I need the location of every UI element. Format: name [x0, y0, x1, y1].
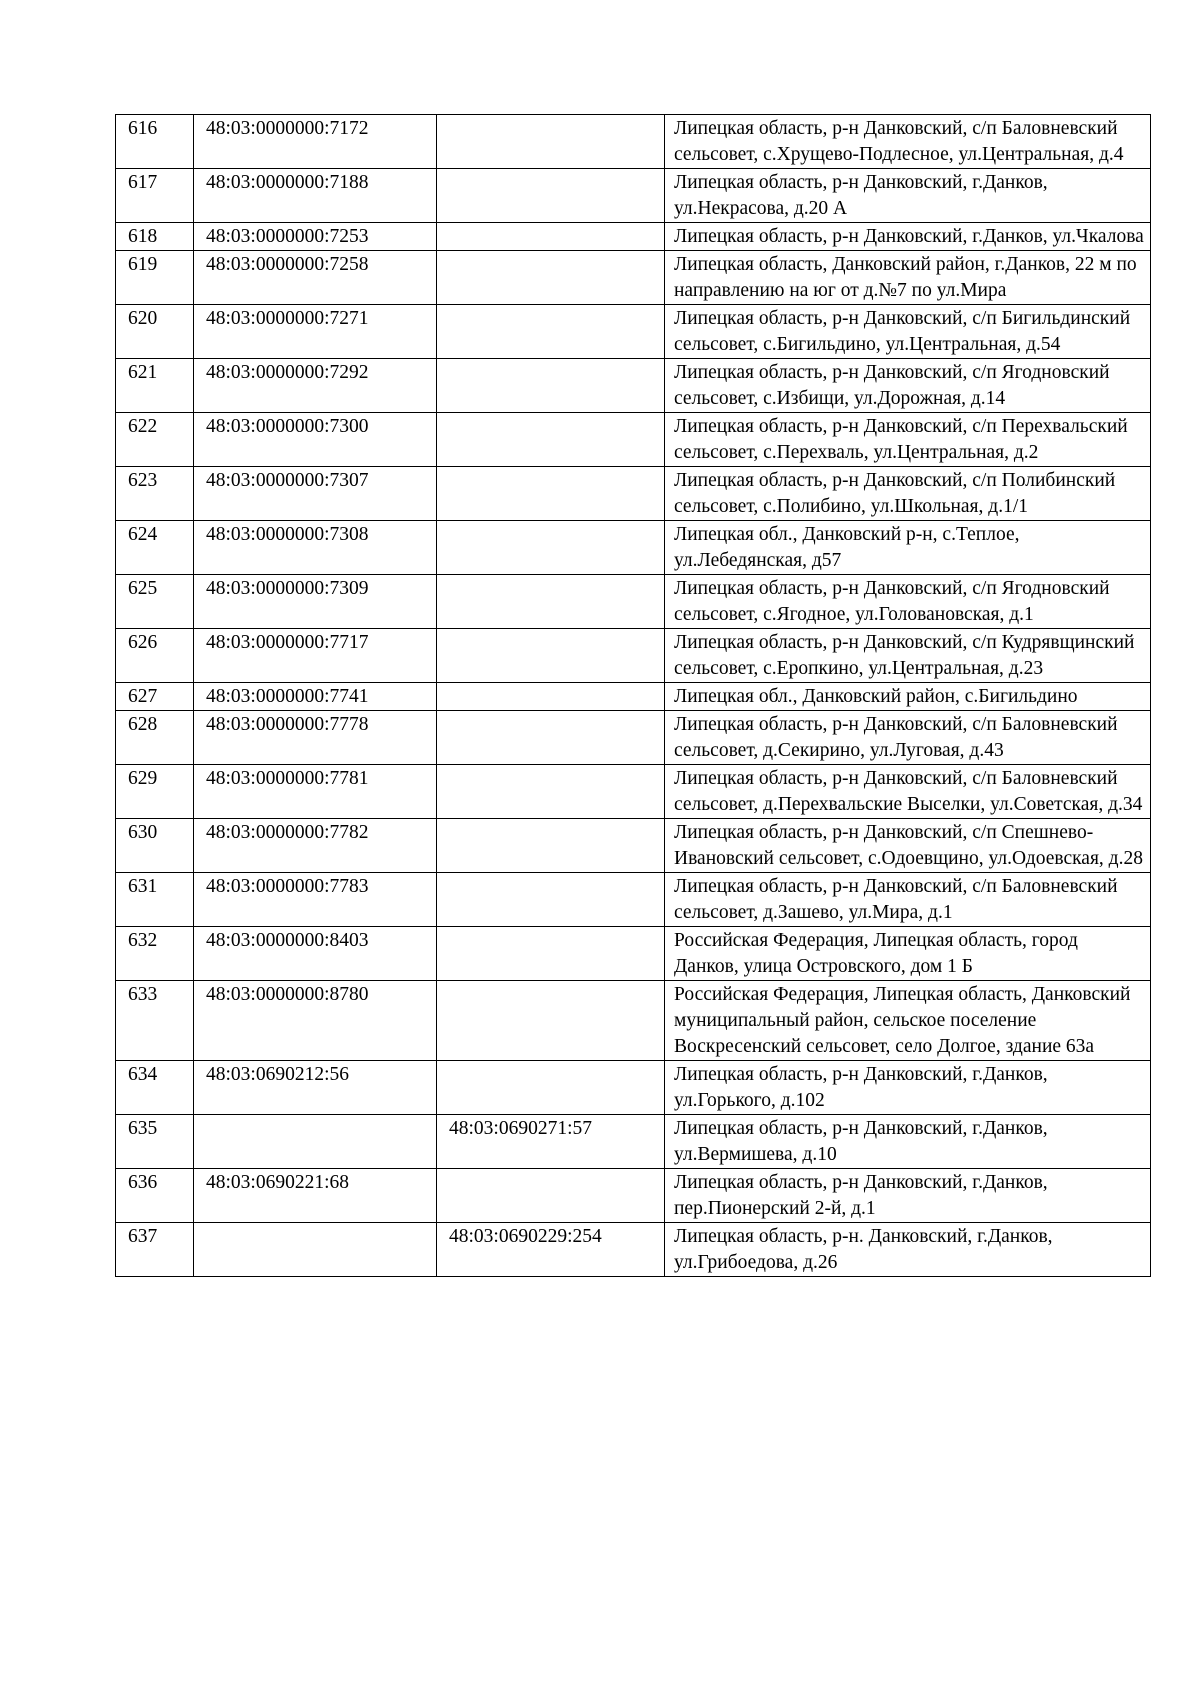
row-number-cell: 628 [116, 711, 194, 765]
address-cell: Липецкая обл., Данковский р-н, с.Теплое, ул.Лебедянская, д57 [665, 521, 1151, 575]
address-cell: Липецкая область, р-н Данковский, с/п Баловневский сельсовет, с.Хрущево-Подлесное, ул.Центральная, д.4 [665, 115, 1151, 169]
table-row [116, 575, 1151, 629]
table-row [116, 305, 1151, 359]
address-cell: Липецкая область, р-н Данковский, с/п Ягодновский сельсовет, с.Избищи, ул.Дорожная, д.14 [665, 359, 1151, 413]
address-cell: Липецкая область, р-н Данковский, с/п Баловневский сельсовет, д.Секирино, ул.Луговая, д.43 [665, 711, 1151, 765]
row-number-cell: 627 [116, 683, 194, 711]
cadastral-number-alt-cell [437, 305, 665, 359]
row-number-cell: 620 [116, 305, 194, 359]
cadastral-number-alt-cell [437, 251, 665, 305]
table-row [116, 711, 1151, 765]
cadastral-number-alt-cell [437, 413, 665, 467]
cadastral-number-alt-cell [437, 575, 665, 629]
cadastral-number-cell: 48:03:0000000:7271 [194, 305, 437, 359]
address-cell: Российская Федерация, Липецкая область, Данковский муниципальный район, сельское поселение Воскресенский сельсовет, село Долгое, здание 63а [665, 981, 1151, 1061]
table-row [116, 115, 1151, 169]
row-number-cell: 636 [116, 1169, 194, 1223]
table-row [116, 873, 1151, 927]
table-row [116, 169, 1151, 223]
cadastral-number-alt-cell [437, 981, 665, 1061]
row-number-cell: 624 [116, 521, 194, 575]
cadastral-number-cell: 48:03:0000000:7292 [194, 359, 437, 413]
address-cell: Липецкая область, р-н Данковский, с/п Баловневский сельсовет, д.Зашево, ул.Мира, д.1 [665, 873, 1151, 927]
address-cell: Липецкая область, р-н Данковский, с/п Бигильдинский сельсовет, с.Бигильдино, ул.Центральная, д.54 [665, 305, 1151, 359]
table-row [116, 467, 1151, 521]
row-number-cell: 617 [116, 169, 194, 223]
row-number-cell: 625 [116, 575, 194, 629]
address-cell: Липецкая область, Данковский район, г.Данков, 22 м по направлению на юг от д.№7 по ул.Мира [665, 251, 1151, 305]
cadastral-number-alt-cell [437, 359, 665, 413]
address-cell: Липецкая область, р-н Данковский, с/п Перехвальский сельсовет, с.Перехваль, ул.Центральная, д.2 [665, 413, 1151, 467]
table-row [116, 1223, 1151, 1277]
cadastral-number-alt-cell: 48:03:0690229:254 [437, 1223, 665, 1277]
table-row [116, 359, 1151, 413]
cadastral-number-alt-cell [437, 711, 665, 765]
address-cell: Липецкая область, р-н Данковский, г.Данков, ул.Вермишева, д.10 [665, 1115, 1151, 1169]
cadastral-number-cell: 48:03:0000000:7741 [194, 683, 437, 711]
cadastral-number-cell: 48:03:0000000:8403 [194, 927, 437, 981]
cadastral-number-alt-cell [437, 223, 665, 251]
table-row [116, 683, 1151, 711]
row-number-cell: 634 [116, 1061, 194, 1115]
cadastral-number-cell: 48:03:0000000:7783 [194, 873, 437, 927]
table-row [116, 1061, 1151, 1115]
row-number-cell: 629 [116, 765, 194, 819]
row-number-cell: 616 [116, 115, 194, 169]
cadastral-number-cell: 48:03:0000000:7307 [194, 467, 437, 521]
address-cell: Липецкая область, р-н Данковский, с/п Ягодновский сельсовет, с.Ягодное, ул.Головановская, д.1 [665, 575, 1151, 629]
address-cell: Липецкая область, р-н. Данковский, г.Данков, ул.Грибоедова, д.26 [665, 1223, 1151, 1277]
table-row [116, 223, 1151, 251]
table-row [116, 251, 1151, 305]
cadastral-number-cell: 48:03:0000000:7717 [194, 629, 437, 683]
cadastral-number-cell: 48:03:0000000:8780 [194, 981, 437, 1061]
cadastral-number-alt-cell: 48:03:0690271:57 [437, 1115, 665, 1169]
registry-table [115, 114, 1151, 1277]
address-cell: Липецкая обл., Данковский район, с.Бигильдино [665, 683, 1151, 711]
cadastral-number-cell: 48:03:0000000:7782 [194, 819, 437, 873]
row-number-cell: 623 [116, 467, 194, 521]
row-number-cell: 626 [116, 629, 194, 683]
cadastral-number-alt-cell [437, 169, 665, 223]
cadastral-number-cell [194, 1115, 437, 1169]
table-row [116, 765, 1151, 819]
table-row [116, 927, 1151, 981]
row-number-cell: 619 [116, 251, 194, 305]
address-cell: Липецкая область, р-н Данковский, г.Данков, ул.Чкалова [665, 223, 1151, 251]
cadastral-number-alt-cell [437, 927, 665, 981]
row-number-cell: 632 [116, 927, 194, 981]
table-row [116, 819, 1151, 873]
address-cell: Липецкая область, р-н Данковский, г.Данков, ул.Некрасова, д.20 А [665, 169, 1151, 223]
cadastral-number-alt-cell [437, 683, 665, 711]
table-row [116, 413, 1151, 467]
row-number-cell: 621 [116, 359, 194, 413]
table-row [116, 1169, 1151, 1223]
cadastral-number-cell: 48:03:0000000:7778 [194, 711, 437, 765]
row-number-cell: 633 [116, 981, 194, 1061]
cadastral-number-alt-cell [437, 467, 665, 521]
cadastral-number-alt-cell [437, 765, 665, 819]
cadastral-number-alt-cell [437, 873, 665, 927]
cadastral-number-cell: 48:03:0000000:7309 [194, 575, 437, 629]
row-number-cell: 618 [116, 223, 194, 251]
cadastral-number-alt-cell [437, 115, 665, 169]
address-cell: Липецкая область, р-н Данковский, с/п Полибинский сельсовет, с.Полибино, ул.Школьная, д.1/1 [665, 467, 1151, 521]
registry-table-body [116, 115, 1151, 1277]
address-cell: Липецкая область, р-н Данковский, г.Данков, пер.Пионерский 2-й, д.1 [665, 1169, 1151, 1223]
row-number-cell: 630 [116, 819, 194, 873]
address-cell: Липецкая область, р-н Данковский, г.Данков, ул.Горького, д.102 [665, 1061, 1151, 1115]
cadastral-number-cell: 48:03:0000000:7258 [194, 251, 437, 305]
cadastral-number-cell: 48:03:0000000:7253 [194, 223, 437, 251]
address-cell: Липецкая область, р-н Данковский, с/п Спешнево-Ивановский сельсовет, с.Одоевщино, ул.Одоевская, д.28 [665, 819, 1151, 873]
cadastral-number-cell: 48:03:0690221:68 [194, 1169, 437, 1223]
table-row [116, 1115, 1151, 1169]
row-number-cell: 637 [116, 1223, 194, 1277]
table-row [116, 521, 1151, 575]
cadastral-number-alt-cell [437, 1169, 665, 1223]
address-cell: Российская Федерация, Липецкая область, город Данков, улица Островского, дом 1 Б [665, 927, 1151, 981]
cadastral-number-cell: 48:03:0000000:7781 [194, 765, 437, 819]
address-cell: Липецкая область, р-н Данковский, с/п Баловневский сельсовет, д.Перехвальские Выселки, ул.Советская, д.34 [665, 765, 1151, 819]
cadastral-number-cell [194, 1223, 437, 1277]
cadastral-number-alt-cell [437, 629, 665, 683]
address-cell: Липецкая область, р-н Данковский, с/п Кудрявщинский сельсовет, с.Еропкино, ул.Центральная, д.23 [665, 629, 1151, 683]
row-number-cell: 635 [116, 1115, 194, 1169]
cadastral-number-cell: 48:03:0000000:7172 [194, 115, 437, 169]
cadastral-number-alt-cell [437, 521, 665, 575]
row-number-cell: 631 [116, 873, 194, 927]
cadastral-number-cell: 48:03:0000000:7300 [194, 413, 437, 467]
cadastral-number-alt-cell [437, 819, 665, 873]
cadastral-number-alt-cell [437, 1061, 665, 1115]
cadastral-number-cell: 48:03:0690212:56 [194, 1061, 437, 1115]
row-number-cell: 622 [116, 413, 194, 467]
cadastral-number-cell: 48:03:0000000:7188 [194, 169, 437, 223]
table-row [116, 629, 1151, 683]
table-row [116, 981, 1151, 1061]
cadastral-number-cell: 48:03:0000000:7308 [194, 521, 437, 575]
